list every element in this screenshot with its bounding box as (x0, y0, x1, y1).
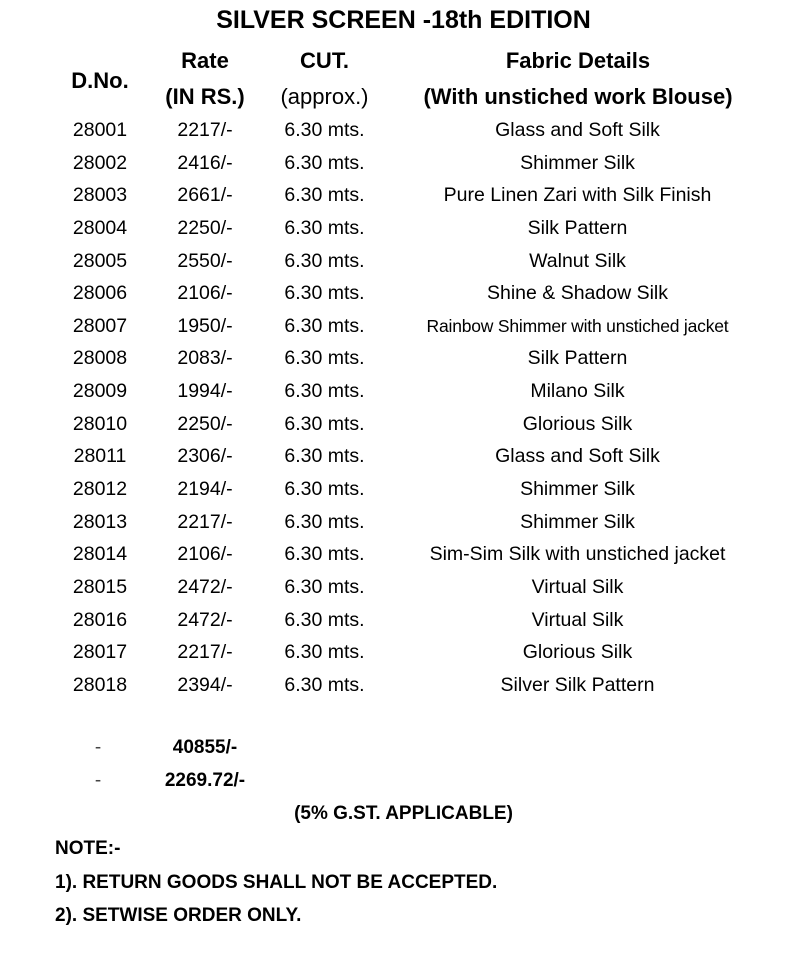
header-dno: D.No. (71, 68, 129, 93)
cell-cut: 6.30 mts. (284, 445, 365, 468)
cell-cut: 6.30 mts. (284, 575, 365, 598)
note-heading: NOTE:- (55, 838, 121, 859)
cell-dno: 28012 (72, 478, 128, 501)
cell-rate: 2250/- (177, 412, 233, 435)
cell-rate: 2217/- (177, 510, 233, 533)
table-row (0, 214, 807, 247)
cell-rate: 2416/- (177, 151, 233, 174)
table-row (0, 540, 807, 573)
cell-dno: 28018 (72, 673, 128, 696)
cell-dno: 28011 (73, 445, 127, 468)
cell-cut: 6.30 mts. (284, 282, 365, 305)
cell-fabric: Silver Silk Pattern (500, 673, 655, 696)
cell-cut: 6.30 mts. (284, 249, 365, 272)
cell-dno: 28017 (72, 641, 128, 664)
table-row (0, 247, 807, 280)
cell-cut: 6.30 mts. (284, 641, 365, 664)
cell-dno: 28004 (72, 216, 128, 239)
cell-cut: 6.30 mts. (284, 119, 365, 141)
cell-dno: 28002 (72, 151, 128, 174)
cell-rate: 2472/- (177, 575, 233, 598)
cell-rate: 2394/- (177, 673, 233, 696)
cell-fabric: Shine & Shadow Silk (486, 282, 669, 305)
cell-rate: 2106/- (177, 282, 233, 305)
table-row (0, 312, 807, 345)
cell-fabric: Shimmer Silk (520, 510, 635, 533)
cell-fabric: Virtual Silk (531, 608, 624, 631)
cell-fabric: Shimmer Silk (520, 151, 635, 174)
table-row (0, 279, 807, 312)
cell-rate: 2217/- (177, 641, 233, 664)
cell-fabric: Glorious Silk (522, 641, 633, 664)
cell-rate: 2083/- (177, 347, 233, 370)
cell-rate: 2250/- (177, 216, 233, 239)
table-row (0, 573, 807, 606)
header-fabric-sub: (With unstiched work Blouse) (423, 84, 733, 109)
average-dash: - (94, 770, 102, 791)
cell-dno: 28001 (72, 119, 128, 141)
table-row (0, 638, 807, 671)
cell-rate: 2217/- (177, 119, 233, 141)
cell-rate: 1950/- (177, 314, 233, 337)
cell-fabric: Milano Silk (530, 380, 625, 403)
cell-cut: 6.30 mts. (284, 151, 365, 174)
cell-cut: 6.30 mts. (284, 608, 365, 631)
cell-cut: 6.30 mts. (284, 478, 365, 501)
cell-fabric: Glorious Silk (522, 412, 633, 435)
cell-dno: 28015 (72, 575, 128, 598)
cell-fabric: Sim-Sim Silk with unstiched jacket (429, 543, 726, 566)
cell-cut: 6.30 mts. (284, 347, 365, 370)
table-row (0, 344, 807, 377)
table-row (0, 410, 807, 443)
cell-dno: 28007 (72, 314, 128, 337)
cell-dno: 28008 (72, 347, 128, 370)
cell-dno: 28003 (72, 184, 128, 207)
cell-cut: 6.30 mts. (284, 543, 365, 566)
table-row (0, 181, 807, 214)
cell-rate: 2661/- (177, 184, 233, 207)
table-row (0, 475, 807, 508)
cell-rate: 2472/- (177, 608, 233, 631)
header-fabric: Fabric Details (505, 48, 651, 73)
header-rate: Rate (181, 48, 229, 73)
cell-fabric: Silk Pattern (527, 216, 628, 239)
cell-cut: 6.30 mts. (284, 412, 365, 435)
cell-dno: 28010 (72, 412, 128, 435)
table-row (0, 149, 807, 182)
gst-note: (5% G.ST. APPLICABLE) (294, 803, 513, 824)
table-row (0, 442, 807, 475)
cell-dno: 28006 (72, 282, 128, 305)
table-row (0, 606, 807, 639)
cell-fabric: Rainbow Shimmer with unstiched jacket (426, 315, 729, 336)
cell-dno: 28013 (72, 510, 128, 533)
total-value: 40855/- (172, 737, 238, 758)
cell-rate: 2106/- (177, 543, 233, 566)
cell-dno: 28016 (72, 608, 128, 631)
cell-fabric: Virtual Silk (531, 575, 624, 598)
header-cut: CUT. (300, 48, 349, 73)
cell-cut: 6.30 mts. (284, 380, 365, 403)
average-value: 2269.72/- (164, 770, 246, 791)
cell-dno: 28009 (72, 380, 128, 403)
cell-fabric: Glass and Soft Silk (495, 119, 660, 141)
cell-cut: 6.30 mts. (284, 314, 365, 337)
page-title: SILVER SCREEN -18th EDITION (216, 6, 591, 34)
note-line-1: 1). RETURN GOODS SHALL NOT BE ACCEPTED. (55, 872, 498, 893)
cell-cut: 6.30 mts. (284, 673, 365, 696)
cell-rate: 2306/- (177, 445, 233, 468)
cell-fabric: Walnut Silk (529, 249, 626, 272)
cell-fabric: Shimmer Silk (520, 478, 635, 501)
cell-cut: 6.30 mts. (284, 510, 365, 533)
cell-fabric: Pure Linen Zari with Silk Finish (443, 184, 712, 207)
cell-cut: 6.30 mts. (284, 184, 365, 207)
note-line-2: 2). SETWISE ORDER ONLY. (55, 905, 302, 926)
cell-rate: 1994/- (177, 380, 233, 403)
price-table (0, 116, 807, 704)
cell-dno: 28014 (72, 543, 128, 566)
cell-rate: 2194/- (177, 478, 233, 501)
header-cut-unit: (approx.) (280, 84, 369, 109)
table-row (0, 116, 807, 149)
cell-fabric: Silk Pattern (527, 347, 628, 370)
cell-fabric: Glass and Soft Silk (495, 445, 660, 468)
total-dash: - (94, 737, 102, 758)
table-row (0, 508, 807, 541)
cell-dno: 28005 (72, 249, 128, 272)
table-row (0, 671, 807, 704)
cell-cut: 6.30 mts. (284, 216, 365, 239)
cell-rate: 2550/- (177, 249, 233, 272)
header-rate-unit: (IN RS.) (165, 84, 245, 109)
table-row (0, 377, 807, 410)
